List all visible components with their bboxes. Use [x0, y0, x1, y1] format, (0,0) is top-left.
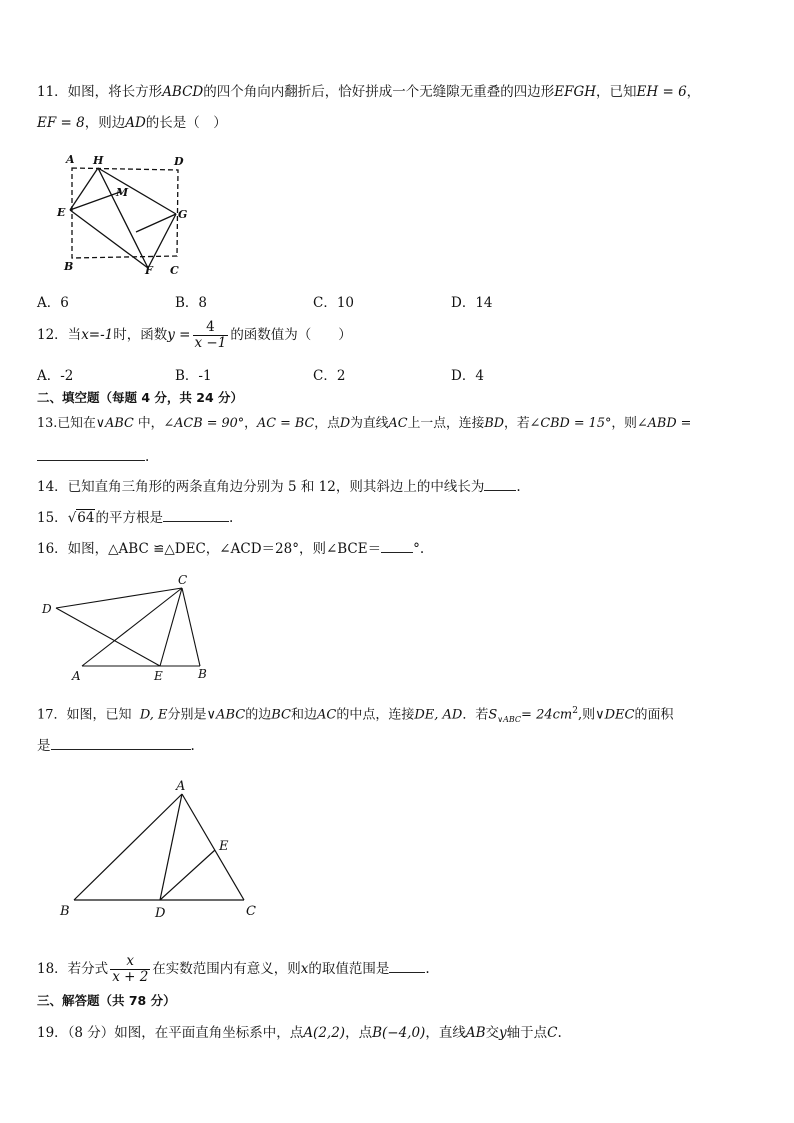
label-c: C — [246, 904, 256, 919]
fraction-x-over-x-plus-2: $\frac{x}{x + 2}$ — [112, 953, 149, 985]
q15-answer-blank[interactable] — [163, 509, 229, 522]
q13-line1: 13.已知在∨ABC 中，∠ACB = 90°，AC = BC，点D为直线AC上一点，连接BD，若∠CBD = 15°，则∠ABD = — [37, 416, 692, 431]
q19-line: 19．（8 分）如图，在平面直角坐标系中，点A(2,2)，点B(−4,0)，直线AB交y轴于点C. — [37, 1025, 562, 1041]
label-c: C — [178, 573, 188, 587]
label-a: A — [72, 669, 81, 683]
q18-line: 18．若分式 $\frac{x}{x + 2}$ 在实数范围内有意义，则x的取值范围是 . — [37, 953, 430, 985]
q11-option-b[interactable]: B．8 — [175, 295, 208, 311]
label-e: E — [154, 669, 163, 683]
label-d: D — [42, 602, 52, 616]
segment-bc — [182, 588, 200, 666]
q14-answer-blank[interactable] — [484, 478, 516, 491]
label-e: E — [57, 206, 66, 219]
label-b: B — [60, 904, 70, 919]
label-b: B — [198, 667, 207, 681]
q12-option-b[interactable]: B．-1 — [175, 368, 212, 384]
q14-line: 14．已知直角三角形的两条直角边分别为 5 和 12，则其斜边上的中线长为 . — [37, 479, 521, 495]
q11-option-d[interactable]: D．14 — [451, 295, 493, 311]
label-m: M — [116, 186, 129, 199]
q17-answer-blank[interactable] — [51, 737, 191, 750]
segment-he — [70, 168, 98, 210]
segment-ac — [182, 794, 244, 900]
q16-answer-blank[interactable] — [381, 540, 413, 553]
segment-ba — [74, 794, 182, 900]
q11-option-a[interactable]: A．6 — [37, 295, 69, 311]
label-e: E — [219, 839, 229, 854]
q12-option-d[interactable]: D．4 — [451, 368, 484, 384]
fraction-4-over-x-minus-1: $\frac{4}{x -1}$ — [194, 319, 227, 351]
math-ad: AD — [125, 115, 146, 131]
q13-answer-blank[interactable] — [37, 448, 145, 461]
segment-em — [70, 192, 120, 210]
segment-ac — [82, 588, 182, 666]
q17-figure — [54, 776, 274, 924]
q17-line2: 是 . — [37, 738, 195, 754]
q11-option-c[interactable]: C．10 — [313, 295, 355, 311]
segment-fg — [148, 214, 176, 268]
math-ef: EF = 8 — [37, 115, 85, 131]
segment-g-inner — [136, 214, 176, 232]
q11-line1: 11．如图，将长方形ABCD的四个角向内翻折后，恰好拼成一个无缝隙无重叠的四边形EFGH，已知EH = 6， — [37, 84, 701, 100]
math-eh: EH = 6 — [636, 84, 687, 100]
q16-figure — [36, 570, 216, 685]
q16-line: 16．如图，△ABC ≌△DEC，∠ACD＝28°，则∠BCE＝ °. — [37, 541, 425, 557]
math-efgh: EFGH — [554, 84, 597, 100]
label-d: D — [155, 906, 166, 921]
q11-figure — [50, 148, 200, 278]
segment-ec — [160, 588, 182, 666]
q12-option-c[interactable]: C．2 — [313, 368, 346, 384]
label-a: A — [176, 779, 186, 794]
section-solutions-heading: 三、解答题（共 78 分） — [37, 993, 176, 1008]
segment-ad — [160, 794, 182, 900]
q11-line2: EF = 8，则边AD的长是（ ） — [37, 115, 227, 131]
q12-option-a[interactable]: A．-2 — [37, 368, 74, 384]
q15-line: 15．√64的平方根是 . — [37, 510, 234, 526]
label-g: G — [178, 208, 188, 221]
label-b: B — [64, 260, 74, 273]
section-fill-in-heading: 二、填空题（每题 4 分，共 24 分） — [37, 390, 244, 405]
label-a: A — [66, 153, 75, 166]
q18-answer-blank[interactable] — [389, 960, 425, 973]
sqrt-symbol: √ — [67, 510, 77, 526]
segment-dc — [56, 588, 182, 608]
math-abcd: ABCD — [162, 84, 204, 100]
segment-ef — [70, 210, 148, 268]
label-d: D — [174, 155, 184, 168]
label-c: C — [170, 264, 179, 277]
q13-line2: . — [37, 448, 149, 466]
q12-line: 12．当x=-1时，函数y = $\frac{4}{x -1}$ 的函数值为（ ） — [37, 319, 352, 351]
dashed-rectangle — [72, 168, 178, 258]
q17-line1: 17．如图，已知 D, E分别是∨ABC的边BC和边AC的中点，连接DE, AD．若$S_{\vee ABC}= 24cm^2$,则∨DEC的面积 — [37, 706, 674, 724]
label-h: H — [93, 154, 104, 167]
label-f: F — [145, 264, 153, 277]
